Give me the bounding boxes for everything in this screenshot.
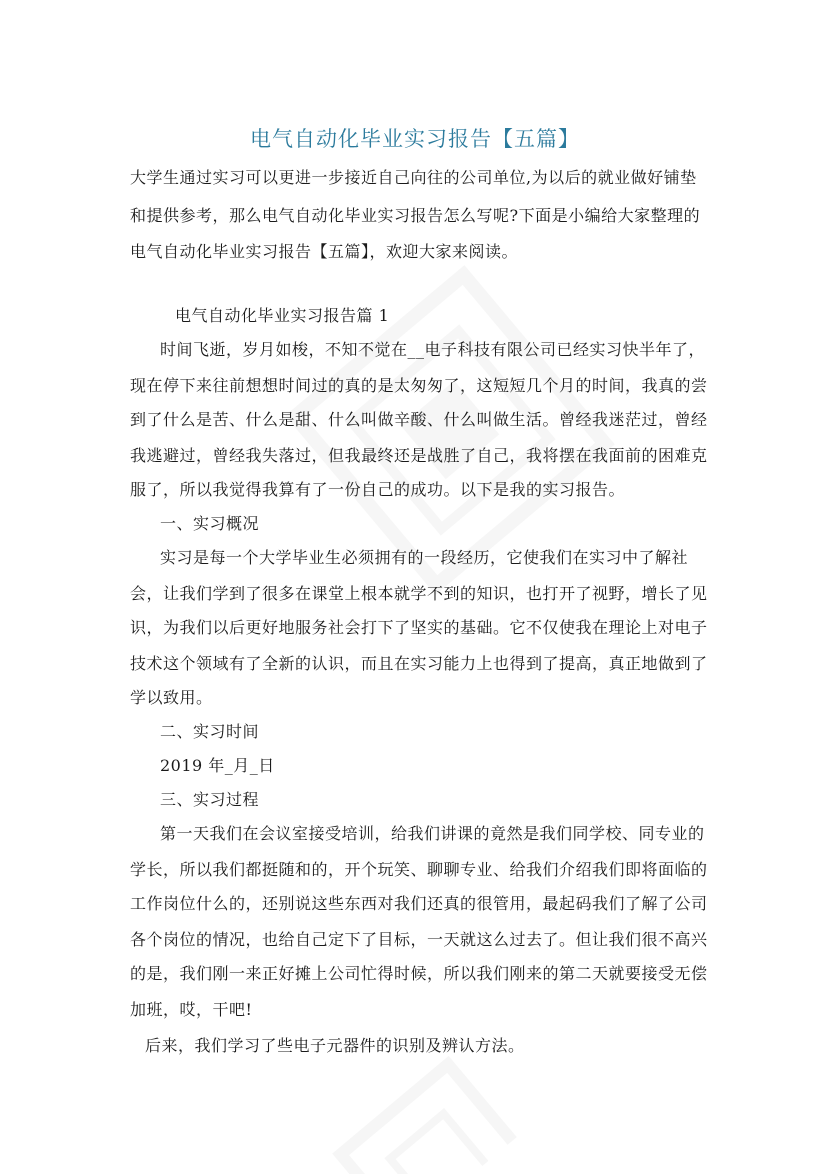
page-title: 电气自动化毕业实习报告【五篇】 — [250, 127, 580, 151]
intro-line: 和提供参考，那么电气自动化毕业实习报告怎么写呢?下面是小编给大家整理的 — [130, 206, 701, 225]
paragraph-line: 时间飞逝，岁月如梭，不知不觉在__电子科技有限公司已经实习快半年了， — [160, 340, 706, 359]
section-heading: 一、实习概况 — [160, 514, 260, 533]
paragraph-line: 到了什么是苦、什么是甜、什么叫做辛酸、什么叫做生活。曾经我迷茫过，曾经 — [130, 410, 708, 429]
paragraph-line: 现在停下来往前想想时间过的真的是太匆匆了，这短短几个月的时间，我真的尝 — [130, 376, 708, 395]
paragraph-line: 学长，所以我们都挺随和的，开个玩笑、聊聊专业、给我们介绍我们即将面临的 — [130, 860, 708, 879]
paragraph-line: 服了，所以我觉得我算有了一份自己的成功。以下是我的实习报告。 — [130, 480, 626, 499]
paragraph-line: 的是，我们刚一来正好摊上公司忙得时候，所以我们刚来的第二天就要接受无偿 — [130, 964, 708, 983]
date-line: 2019 年_月_日 — [160, 756, 275, 775]
paragraph-line: 学以致用。 — [130, 688, 213, 707]
section-title: 电气自动化毕业实习报告篇 1 — [175, 306, 390, 325]
paragraph-line: 后来，我们学习了些电子元器件的识别及辨认方法。 — [145, 1036, 525, 1055]
paragraph-line: 加班，哎，干吧! — [130, 1000, 253, 1019]
paragraph-line: 第一天我们在会议室接受培训，给我们讲课的竟然是我们同学校、同专业的 — [160, 824, 705, 843]
section-heading: 三、实习过程 — [160, 790, 260, 809]
paragraph-line: 识，为我们以后更好地服务社会打下了坚实的基础。它不仅使我在理论上对电子 — [130, 618, 708, 637]
paragraph-line: 会，让我们学到了很多在课堂上根本就学不到的知识，也打开了视野，增长了见 — [130, 584, 708, 603]
section-heading: 二、实习时间 — [160, 722, 260, 741]
paragraph-line: 我逃避过，曾经我失落过，但我最终还是战胜了自己，我将摆在我面前的困难克 — [130, 446, 708, 465]
intro-line: 大学生通过实习可以更进一步接近自己向往的公司单位,为以后的就业做好铺垫 — [130, 168, 697, 187]
intro-line: 电气自动化毕业实习报告【五篇】，欢迎大家来阅读。 — [130, 242, 519, 261]
paragraph-line: 实习是每一个大学毕业生必须拥有的一段经历，它使我们在实习中了解社 — [160, 548, 689, 567]
paragraph-line: 工作岗位什么的，还别说这些东西对我们还真的很管用，最起码我们了解了公司 — [130, 894, 708, 913]
paragraph-line: 技术这个领域有了全新的认识，而且在实习能力上也得到了提高，真正地做到了 — [130, 654, 708, 673]
paragraph-line: 各个岗位的情况，也给自己定下了目标，一天就这么过去了。但让我们很不高兴 — [130, 930, 708, 949]
